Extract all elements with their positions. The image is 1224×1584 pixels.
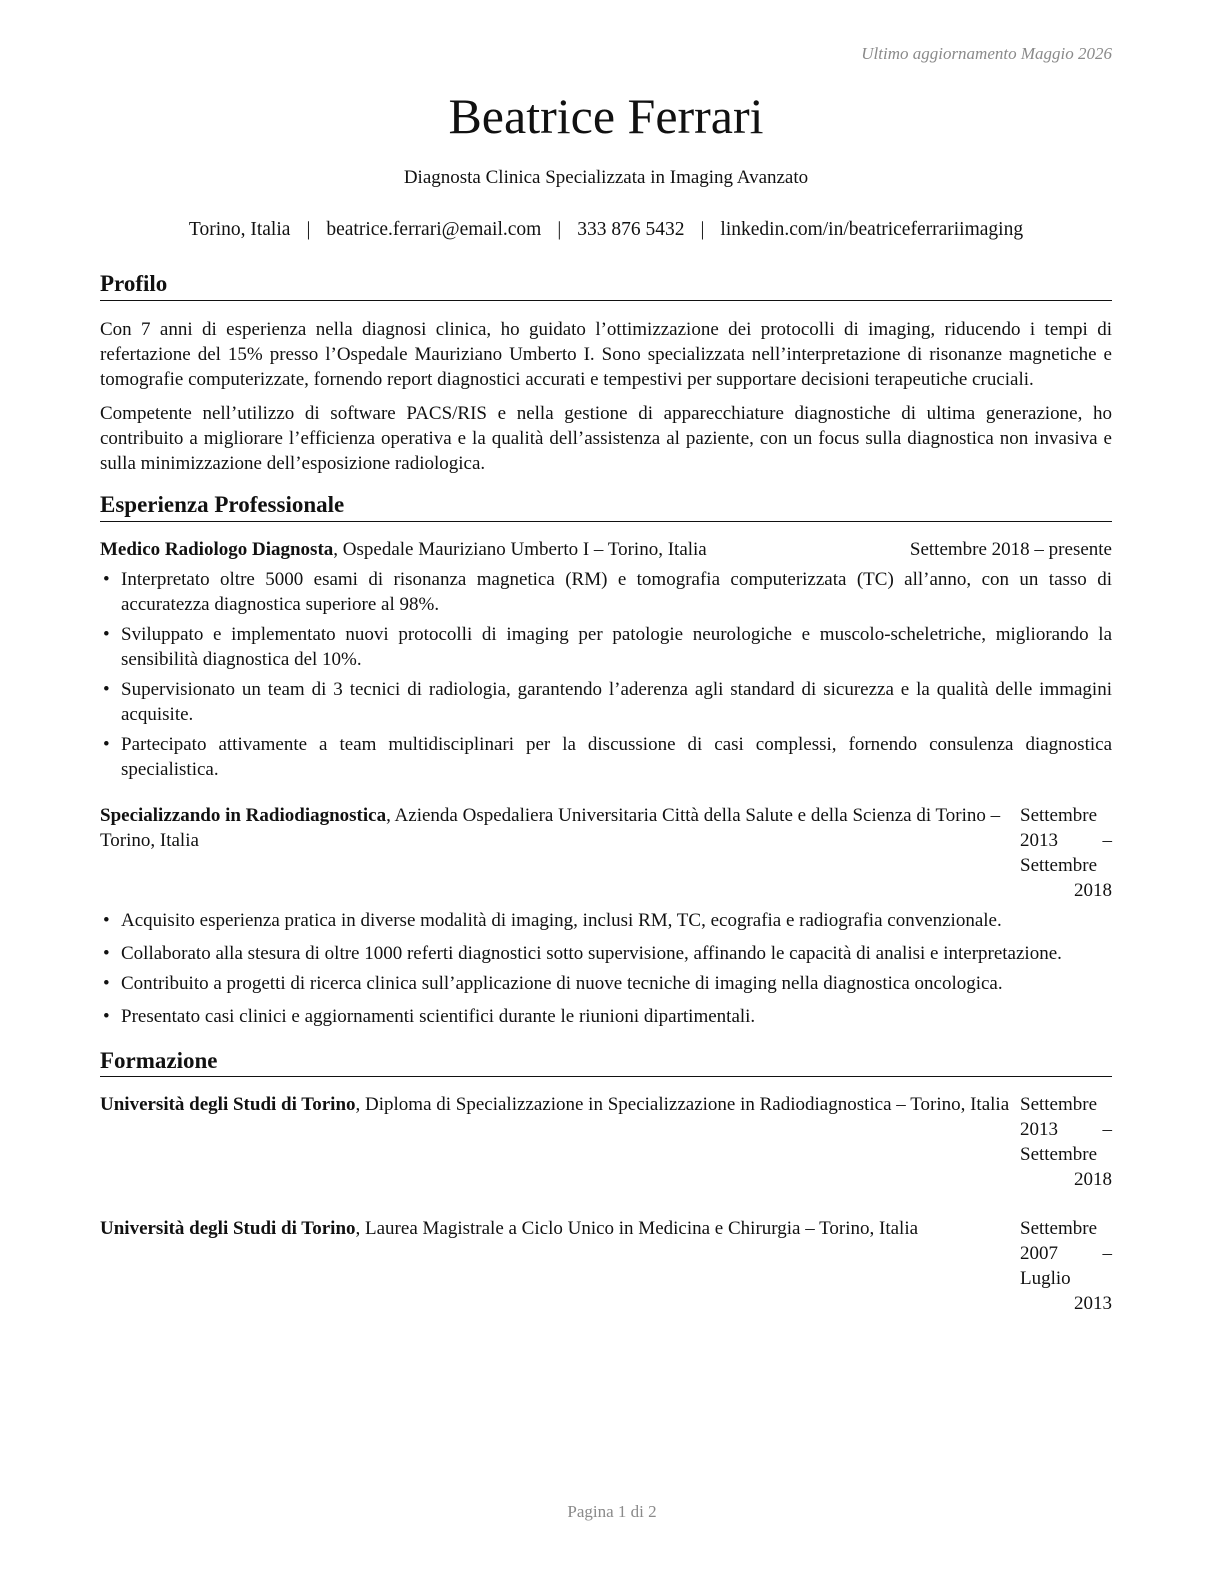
bullet-glyph: •: [103, 733, 110, 755]
bullet-glyph: •: [103, 909, 110, 931]
profile-paragraph: Competente nell’utilizzo di software PACS/RIS e nella gestione di apparecchiature diagnostiche di ultima generazione, ho contribuito a migliorare l’efficienza operativa e la qualità dell’assistenza al paziente, con un focus sulla diagnostica non invasiva e sulla minimizzazione dell’esposizione radiologica.: [100, 402, 1112, 474]
contact-phone[interactable]: 333 876 5432: [577, 219, 685, 240]
education-degree: , Diploma di Specializzazione in Specializzazione in Radiodiagnostica – Torino, Italia: [355, 1094, 1010, 1116]
contact-linkedin[interactable]: linkedin.com/in/beatriceferrariimaging: [720, 219, 1024, 240]
list-item: • Collaborato alla stesura di oltre 1000 referti diagnostici sotto supervisione, affinando le capacità di analisi e interpretazione.: [103, 942, 1062, 964]
profile-paragraph: Con 7 anni di esperienza nella diagnosi clinica, ho guidato l’ottimizzazione dei protocolli di imaging, riducendo i tempi di refertazione del 15% presso l’Ospedale Mauriziano Umberto I. Sono specializzata nell’interpretazione di risonanze magnetiche e tomografie computerizzate, fornendo report diagnostici accurati e tempestivi per supportare decisioni terapeutiche cruciali.: [100, 318, 1112, 390]
candidate-subtitle: Diagnosta Clinica Specializzata in Imaging Avanzato: [403, 167, 809, 188]
job-org: , Ospedale Mauriziano Umberto I – Torino, Italia: [333, 538, 707, 560]
education-dates: Settembre 2013 – Settembre 2018: [1020, 1094, 1112, 1191]
contact-separator: |: [700, 219, 705, 240]
last-updated: Ultimo aggiornamento Maggio 2026: [861, 44, 1112, 63]
page-number: Pagina 1 di 2: [567, 1502, 657, 1521]
job-dates: Settembre 2018 – presente: [909, 538, 1112, 560]
job-dates: Settembre 2013 – Settembre 2018: [1020, 804, 1112, 901]
bullet-glyph: •: [103, 942, 110, 964]
education-school: Università degli Studi di Torino: [100, 1094, 356, 1116]
contact-separator: |: [557, 219, 562, 240]
contact-separator: |: [306, 219, 311, 240]
list-item: • Acquisito esperienza pratica in diverse modalità di imaging, inclusi RM, TC, ecografia e radiografia convenzionale.: [103, 909, 1002, 931]
job-role: Specializzando in Radiodiagnostica: [100, 804, 387, 826]
list-item: • Presentato casi clinici e aggiornamenti scientifici durante le riunioni dipartimentali.: [103, 1005, 756, 1027]
bullet-glyph: •: [103, 678, 110, 700]
bullet-glyph: •: [103, 568, 110, 590]
education-degree: , Laurea Magistrale a Ciclo Unico in Medicina e Chirurgia – Torino, Italia: [355, 1218, 919, 1240]
resume-content: [100, 270, 1112, 1316]
list-item: • Partecipato attivamente a team multidisciplinari per la discussione di casi complessi, fornendo consulenza diagnostica specialistica.: [103, 733, 1112, 780]
job-header: [100, 803, 1112, 903]
education-school: Università degli Studi di Torino: [100, 1218, 356, 1240]
job-header: [100, 537, 1112, 562]
bullet-glyph: •: [103, 1005, 110, 1027]
contact-location: Torino, Italia: [188, 219, 291, 240]
bullet-glyph: •: [103, 972, 110, 994]
contact-line: [100, 219, 1112, 241]
section-title-experience: Esperienza Professionale: [100, 491, 1112, 522]
candidate-name: Beatrice Ferrari: [448, 88, 764, 144]
education-dates: Settembre 2007 – Luglio 2013: [1020, 1218, 1112, 1315]
education-item: [100, 1216, 1112, 1316]
job-role: Medico Radiologo Diagnosta: [100, 538, 334, 560]
list-item: • Contribuito a progetti di ricerca clinica sull’applicazione di nuove tecniche di imaging nella diagnostica oncologica.: [103, 972, 1003, 994]
job-bullets: [100, 567, 1112, 782]
list-item: • Sviluppato e implementato nuovi protocolli di imaging per patologie neurologiche e muscolo-scheletriche, migliorando la sensibilità diagnostica del 10%.: [103, 623, 1112, 670]
section-title-education: Formazione: [100, 1047, 1112, 1078]
list-item: • Interpretato oltre 5000 esami di risonanza magnetica (RM) e tomografia computerizzata (TC) all’anno, con un tasso di accuratezza diagnostica superiore al 98%.: [103, 568, 1112, 615]
job-org: , Azienda Ospedaliera Universitaria Città della Salute e della Scienza di Torino – Torino, Italia: [100, 804, 1001, 851]
education-item: [100, 1092, 1112, 1192]
list-item: • Supervisionato un team di 3 tecnici di radiologia, garantendo l’aderenza agli standard di sicurezza e la qualità delle immagini acquisite.: [103, 678, 1112, 725]
section-title-profile: Profilo: [100, 270, 1112, 301]
contact-email[interactable]: beatrice.ferrari@email.com: [326, 219, 542, 240]
job-bullets: [100, 908, 1112, 1029]
bullet-glyph: •: [103, 623, 110, 645]
